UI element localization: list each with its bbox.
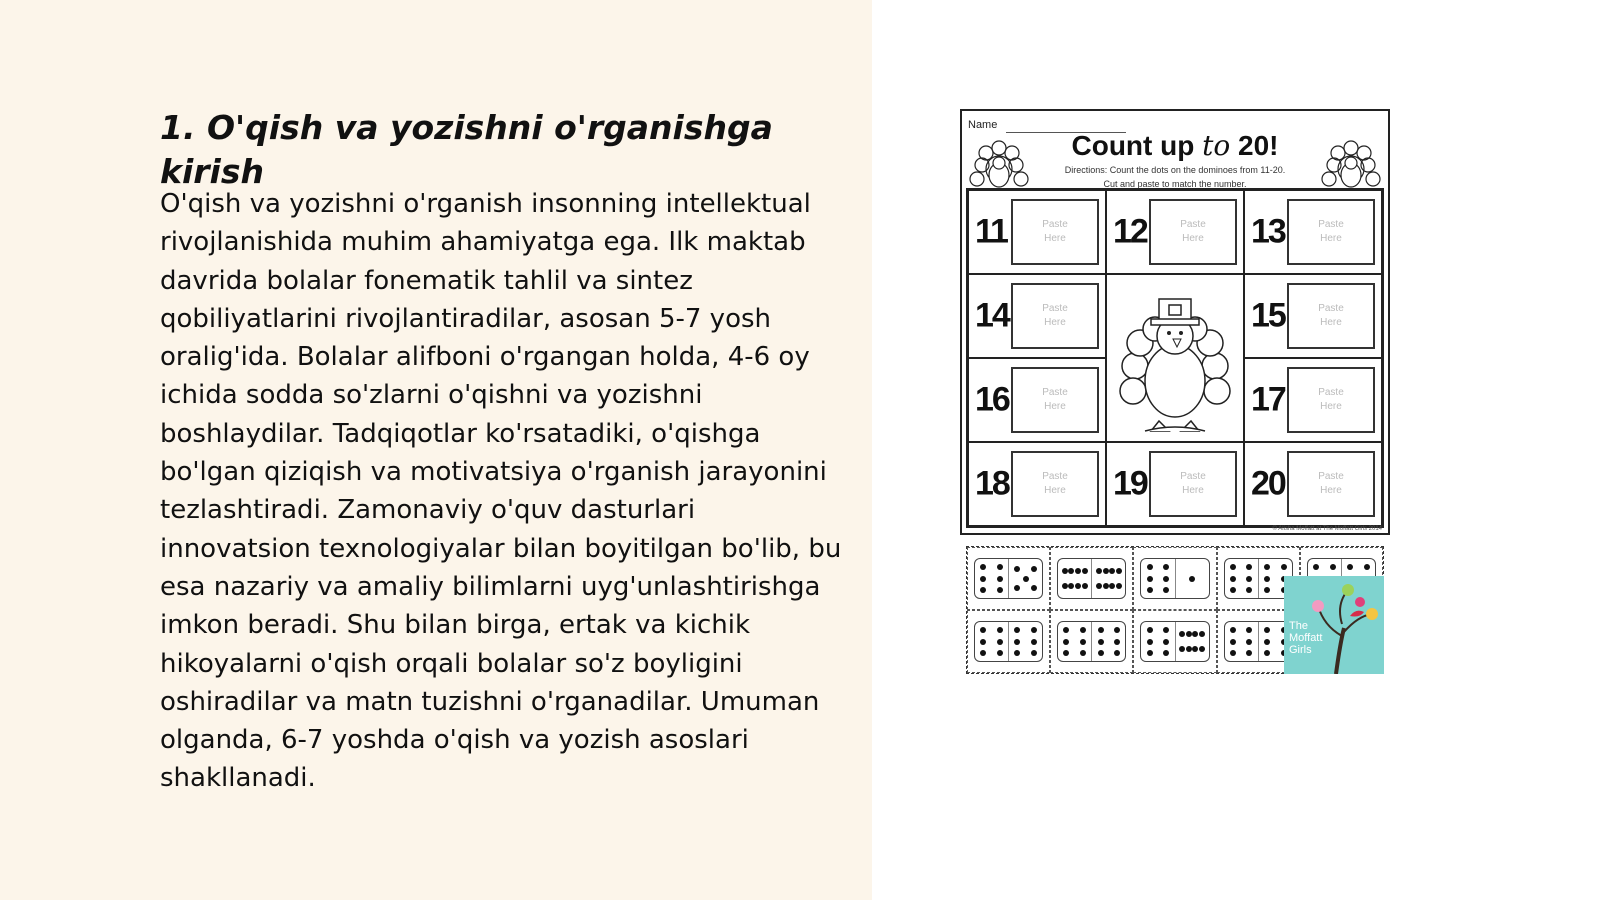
domino-pip (1264, 650, 1270, 656)
domino-pip (1080, 639, 1086, 645)
domino-pip (1147, 564, 1153, 570)
domino-pip (1103, 568, 1109, 574)
domino-pip (1246, 587, 1252, 593)
domino-half (1141, 559, 1174, 598)
domino (1140, 558, 1209, 599)
number-cell: 18 Paste Here (968, 442, 1106, 526)
domino-pip (1109, 583, 1115, 589)
domino-pip (1075, 583, 1081, 589)
paste-box: Paste Here (1149, 451, 1237, 517)
domino-pip (1063, 650, 1069, 656)
domino-pip (1014, 650, 1020, 656)
domino-pip (1147, 587, 1153, 593)
domino (974, 621, 1043, 662)
domino-half (1175, 559, 1209, 598)
domino-pip (980, 564, 986, 570)
paste-box: Paste Here (1011, 451, 1099, 517)
number-cell: 15 Paste Here (1244, 274, 1382, 358)
domino-pip (997, 576, 1003, 582)
domino-slot (967, 610, 1050, 673)
domino-pip (1330, 564, 1336, 570)
domino-pip (1186, 631, 1192, 637)
domino-half (1058, 622, 1091, 661)
domino-pip (1147, 627, 1153, 633)
number-cell: 17 Paste Here (1244, 358, 1382, 442)
domino-pip (1031, 650, 1037, 656)
paste-box: Paste Here (1011, 283, 1099, 349)
turkey-pilgrim-icon (1115, 281, 1235, 441)
domino-pip (1192, 631, 1198, 637)
domino-pip (1114, 639, 1120, 645)
paste-box: Paste Here (1149, 199, 1237, 265)
domino-pip (1098, 627, 1104, 633)
domino-pip (1082, 568, 1088, 574)
domino-slot (1133, 610, 1216, 673)
domino-pip (1103, 583, 1109, 589)
domino-pip (1014, 627, 1020, 633)
domino-pip (1062, 568, 1068, 574)
domino-pip (1230, 627, 1236, 633)
domino-pip (1246, 627, 1252, 633)
domino-pip (1096, 568, 1102, 574)
domino-pip (980, 639, 986, 645)
domino (974, 558, 1043, 599)
domino-half (1008, 559, 1042, 598)
domino-pip (1014, 585, 1020, 591)
domino-pip (1246, 576, 1252, 582)
domino-pip (1163, 576, 1169, 582)
domino-pip (1246, 650, 1252, 656)
moffatt-girls-logo (1284, 576, 1384, 674)
domino-pip (1114, 627, 1120, 633)
domino-half (1225, 622, 1258, 661)
number-cell: 19 Paste Here (1106, 442, 1244, 526)
domino-pip (1063, 639, 1069, 645)
domino-pip (1147, 639, 1153, 645)
number-cell: 11 Paste Here (968, 190, 1106, 274)
domino-pip (1230, 639, 1236, 645)
domino (1140, 621, 1209, 662)
domino-pip (1075, 568, 1081, 574)
domino-slot (967, 547, 1050, 610)
domino-pip (1179, 646, 1185, 652)
domino-pip (1186, 646, 1192, 652)
domino (1057, 558, 1126, 599)
domino-pip (1281, 564, 1287, 570)
logo-text: The Moffatt Girls (1289, 620, 1323, 656)
domino-pip (1014, 566, 1020, 572)
domino-pip (1068, 568, 1074, 574)
domino-pip (1264, 564, 1270, 570)
domino-pip (997, 627, 1003, 633)
domino-half (1008, 622, 1042, 661)
domino-pip (1116, 568, 1122, 574)
domino-pip (1068, 583, 1074, 589)
domino-half (975, 559, 1008, 598)
domino-half (1091, 559, 1125, 598)
domino-pip (1230, 650, 1236, 656)
domino-pip (1179, 631, 1185, 637)
domino-half (975, 622, 1008, 661)
turkey-illustration (1106, 274, 1244, 442)
worksheet-title: Count up to 20! (1071, 129, 1279, 162)
paste-box: Paste Here (1011, 199, 1099, 265)
slide-title: 1. O'qish va yozishni o'rganishga kirish (160, 108, 773, 191)
domino-pip (980, 627, 986, 633)
domino (1057, 621, 1126, 662)
domino-half (1141, 622, 1174, 661)
domino-pip (1163, 564, 1169, 570)
domino-pip (1014, 639, 1020, 645)
domino-pip (1264, 639, 1270, 645)
paste-box: Paste Here (1287, 199, 1375, 265)
domino-pip (980, 587, 986, 593)
domino-pip (1062, 583, 1068, 589)
domino-pip (1230, 587, 1236, 593)
domino-pip (980, 576, 986, 582)
domino-pip (1098, 639, 1104, 645)
domino-pip (1082, 583, 1088, 589)
domino-slot (1133, 547, 1216, 610)
number-cell: 12 Paste Here (1106, 190, 1244, 274)
domino-pip (1264, 576, 1270, 582)
domino-half (1091, 622, 1125, 661)
domino-pip (1264, 627, 1270, 633)
domino-pip (1147, 576, 1153, 582)
worksheet-directions: Directions: Count the dots on the dominoes from 11-20. Cut and paste to match the number. (1064, 165, 1286, 189)
domino-pip (980, 650, 986, 656)
domino-half (1175, 622, 1209, 661)
domino-slot (1050, 610, 1133, 673)
worksheet-name-label: Name (968, 119, 998, 131)
worksheet-credit: © Alisha Moffatt at The Moffatt Girls 2014 (1272, 526, 1382, 532)
domino-pip (1163, 627, 1169, 633)
domino-pip (1080, 627, 1086, 633)
domino-pip (997, 587, 1003, 593)
domino-pip (1116, 583, 1122, 589)
domino-pip (1199, 646, 1205, 652)
domino-pip (1189, 576, 1195, 582)
domino-pip (1313, 564, 1319, 570)
domino-pip (1230, 576, 1236, 582)
domino-pip (1246, 639, 1252, 645)
domino-pip (1031, 627, 1037, 633)
domino-pip (1163, 587, 1169, 593)
domino-pip (1246, 564, 1252, 570)
number-cell: 16 Paste Here (968, 358, 1106, 442)
paste-box: Paste Here (1011, 367, 1099, 433)
domino-pip (1096, 583, 1102, 589)
domino-pip (1023, 576, 1029, 582)
domino-pip (1063, 627, 1069, 633)
domino-pip (1098, 650, 1104, 656)
domino-pip (1031, 585, 1037, 591)
number-cell: 20 Paste Here (1244, 442, 1382, 526)
domino-pip (1109, 568, 1115, 574)
domino-half (1058, 559, 1091, 598)
domino-pip (1031, 566, 1037, 572)
slide-body: O'qish va yozishni o'rganish insonning intellektual rivojlanishida muhim ahamiyatga ega. Ilk maktab davrida bolalar fonematik tahlil va sintez qobiliyatlarini rivojlantiradilar, asosan 5-7 yosh oralig'ida. Bolalar alifboni o'rgangan holda, 4-6 oy ichida sodda so'zlarni o'qishni va yozishni boshlaydilar. Tadqiqotlar ko'rsatadiki, o'qishga bo'lgan qiziqish va motivatsiya o'rganish jarayonini tezlashtiradi. Zamonaviy o'quv dasturlari innovatsion texnologiyalar bilan boyitilgan bo'lib, bu esa nazariy va amaliy bilimlarni uyg'unlashtirishga imkon beradi. Shu bilan birga, ertak va kichik hikoyalarni o'qish orqali bolalar so'z boyligini oshiradilar va matn tuzishni o'rganadilar. Umuman olganda, 6-7 yoshda o'qish va yozish asoslari shakllanadi. (160, 189, 842, 794)
domino-pip (1147, 650, 1153, 656)
domino-pip (1230, 564, 1236, 570)
paste-box: Paste Here (1287, 451, 1375, 517)
domino-slot (1050, 547, 1133, 610)
domino-pip (997, 564, 1003, 570)
worksheet-image (960, 109, 1390, 535)
number-grid (966, 188, 1384, 528)
domino-pip (1080, 650, 1086, 656)
number-cell: 14 Paste Here (968, 274, 1106, 358)
domino-pip (997, 650, 1003, 656)
paste-box: Paste Here (1287, 367, 1375, 433)
domino-pip (1114, 650, 1120, 656)
domino-half (1225, 559, 1258, 598)
domino (1224, 558, 1293, 599)
domino-pip (1364, 564, 1370, 570)
domino-pip (1264, 587, 1270, 593)
domino-pip (1163, 650, 1169, 656)
domino-pip (997, 639, 1003, 645)
domino-pip (1199, 631, 1205, 637)
domino-pip (1192, 646, 1198, 652)
domino-pip (1031, 639, 1037, 645)
domino-pip (1163, 639, 1169, 645)
number-cell: 13 Paste Here (1244, 190, 1382, 274)
domino-pip (1347, 564, 1353, 570)
paste-box: Paste Here (1287, 283, 1375, 349)
domino (1224, 621, 1293, 662)
